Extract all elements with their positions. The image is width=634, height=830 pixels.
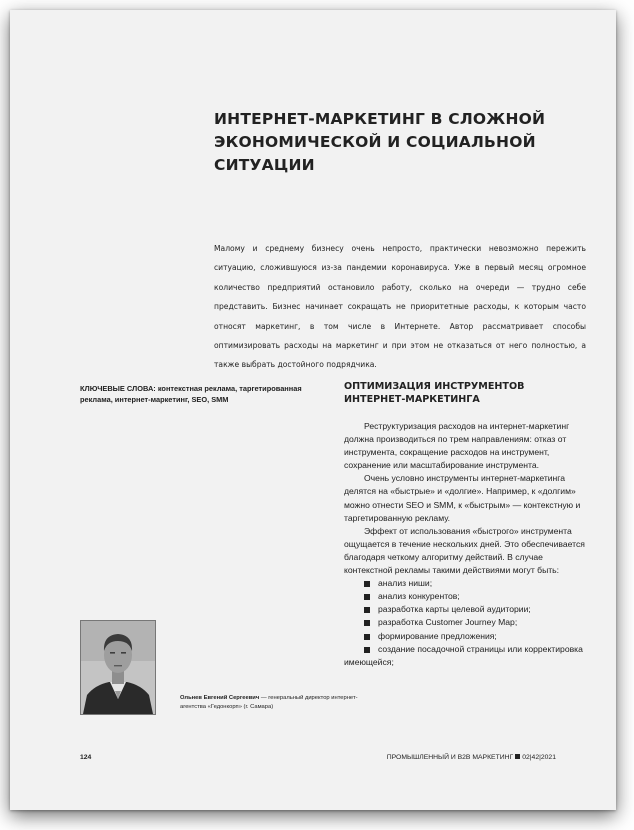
list-item: анализ ниши; (344, 577, 592, 590)
square-bullet-icon (364, 581, 370, 587)
square-bullet-icon (364, 647, 370, 653)
page-number: 124 (80, 754, 92, 761)
paragraph: Очень условно инструменты интернет-маркетинга делятся на «быстрые» и «долгие». Например, к «долгим» можно отнести SEO и SMM, к «быстрым» — контекстную и таргетированную рекламу. (344, 473, 581, 523)
list-item: анализ конкурентов; (344, 590, 592, 603)
list-item: формирование предложения; (344, 630, 592, 643)
square-separator-icon (515, 754, 520, 759)
issue-number: 02|42|2021 (522, 754, 556, 761)
paragraph: Эффект от использования «быстрого» инструмента ощущается в течение нескольких дней. Это обеспечивается благодаря четкому алгоритму действий. В случае контекстной рекламы такими действиями могут быть: (344, 525, 585, 576)
article-abstract: Малому и среднему бизнесу очень непросто, практически невозможно пережить ситуацию, сложившуюся из-за пандемии коронавируса. Уже в первый месяц огромное количество предприятий остановило работу, сколько на очереди — трудно себе представить. Бизнес начинает сокращать не приоритетные расходы, к которым часто относят маркетинг, в том числе в Интернете. Автор рассматривает способы оптимизировать расходы на маркетинг и при этом не отказаться от него полностью, а также выбрать достойного подрядчика. (214, 244, 586, 370)
author-name: Ольнев Евгений Сергеевич (180, 695, 260, 701)
paragraph: Реструктуризация расходов на интернет-маркетинг должна производиться по трем направлениям: отказ от инструмента, сокращение расходов на инструмент, сохранение или масштабирование инструмента. (344, 421, 570, 471)
list-item: разработка карты целевой аудитории; (344, 603, 592, 616)
section-title-line: ИНТЕРНЕТ-МАРКЕТИНГА (344, 393, 480, 405)
author-description: — генеральный директор интернет-агентства «Гедонкорп» (г. Самара) (180, 695, 358, 710)
keywords-text: контекстная реклама, таргетированная реклама, интернет-маркетинг, SEO, SMM (80, 384, 302, 404)
square-bullet-icon (364, 634, 370, 640)
square-bullet-icon (364, 594, 370, 600)
article-body (344, 420, 592, 669)
author-caption (180, 694, 360, 712)
author-photo (80, 620, 156, 715)
list-item: разработка Customer Journey Map; (344, 616, 592, 629)
square-bullet-icon (364, 620, 370, 626)
journal-name: ПРОМЫШЛЕННЫЙ И B2B МАРКЕТИНГ (386, 754, 514, 761)
keywords (80, 383, 320, 405)
section-title (344, 381, 584, 406)
title-line: ЭКОНОМИЧЕСКОЙ И СОЦИАЛЬНОЙ (214, 133, 536, 151)
keywords-label: КЛЮЧЕВЫЕ СЛОВА: (80, 384, 156, 393)
title-line: ИНТЕРНЕТ-МАРКЕТИНГ В СЛОЖНОЙ (214, 110, 546, 128)
square-bullet-icon (364, 607, 370, 613)
title-line: СИТУАЦИИ (214, 156, 315, 174)
author-portrait-icon (81, 621, 155, 714)
journal-footer (387, 754, 556, 761)
list-item: создание посадочной страницы или корректировка имеющейся; (344, 643, 583, 667)
action-list (344, 577, 592, 669)
section-title-line: ОПТИМИЗАЦИЯ ИНСТРУМЕНТОВ (344, 381, 525, 392)
article-title (214, 108, 544, 177)
journal-page (10, 10, 616, 810)
